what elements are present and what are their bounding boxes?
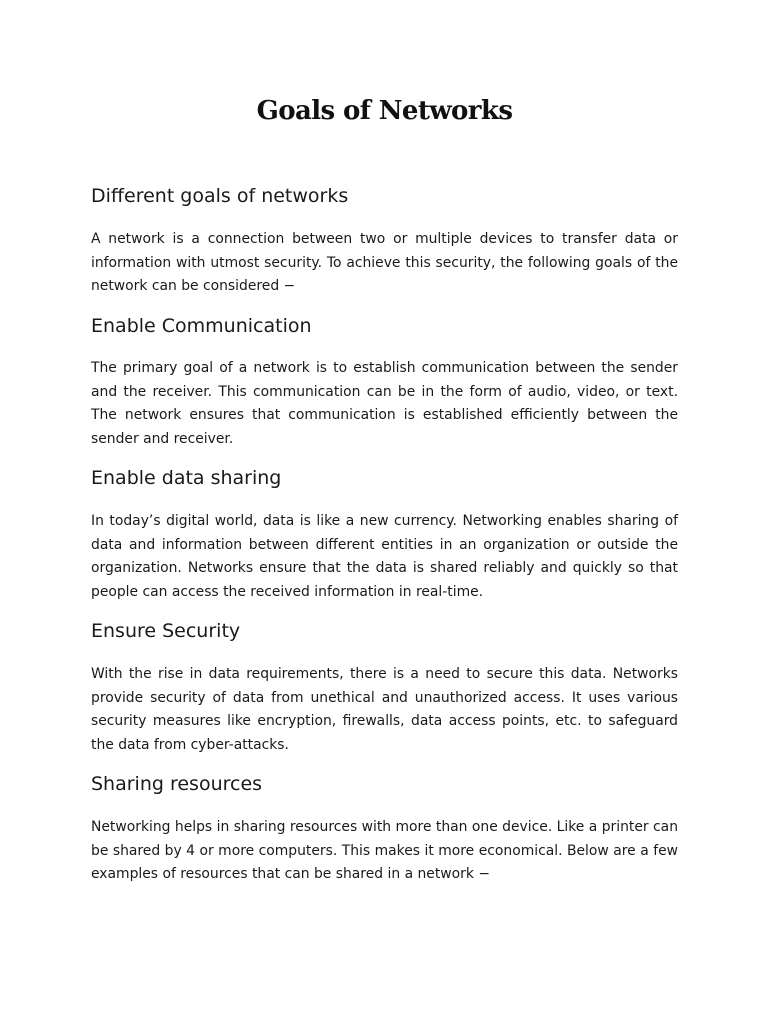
- section-body-sharing-resources: Networking helps in sharing resources with more than one device. Like a printer can be shared by 4 or more computers. This makes it more economical. Below are a few examples of resources that can be shared in a network −: [91, 819, 678, 882]
- section-body-enable-communication: The primary goal of a network is to establish communication between the sender and the receiver. This communication can be in the form of audio, video, or text. The network ensures that communication is established efficiently between the sender and receiver.: [91, 360, 678, 447]
- section-body-different-goals: A network is a connection between two or multiple devices to transfer data or information with utmost security. To achieve this security, the following goals of the network can be considered −: [91, 231, 678, 294]
- section-heading-enable-communication: Enable Communication: [91, 315, 312, 337]
- page-title: Goals of Networks: [256, 96, 513, 126]
- section-heading-different-goals: Different goals of networks: [91, 185, 349, 207]
- section-heading-enable-data-sharing: Enable data sharing: [91, 467, 282, 489]
- section-heading-sharing-resources: Sharing resources: [91, 773, 263, 795]
- section-body-enable-data-sharing: In today’s digital world, data is like a new currency. Networking enables sharing of data and information between different entities in an organization or outside the organization. Networks ensure that the data is shared reliably and quickly so that people can access the received information in real-time.: [91, 513, 678, 600]
- section-body-ensure-security: With the rise in data requirements, there is a need to secure this data. Networks provide security of data from unethical and unauthorized access. It uses various security measures like encryption, firewalls, data access points, etc. to safeguard the data from cyber-attacks.: [91, 666, 678, 753]
- section-heading-ensure-security: Ensure Security: [91, 620, 241, 642]
